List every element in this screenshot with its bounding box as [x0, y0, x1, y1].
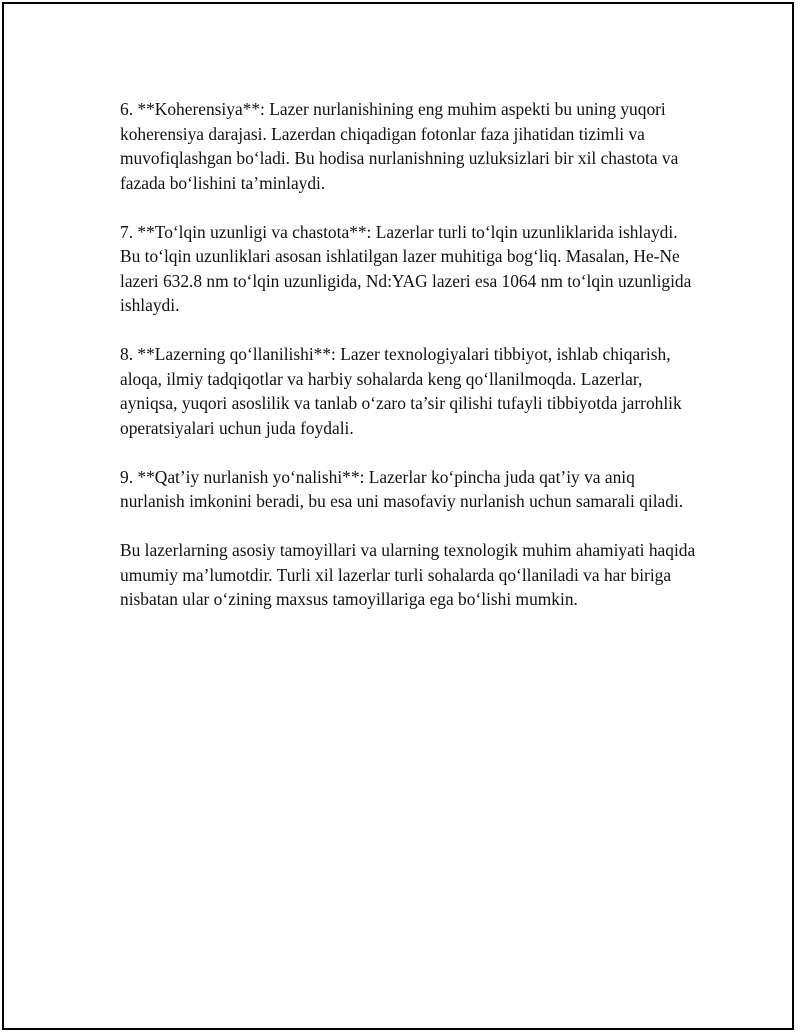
document-page: [2, 2, 794, 1030]
paragraph-wavelength: 7. **To‘lqin uzunligi va chastota**: Lazerlar turli to‘lqin uzunliklarida ishlaydi. Bu to‘lqin uzunliklari asosan ishlatilgan lazer muhitiga bog‘liq. Masalan, He-Ne lazeri 632.8 nm to‘lqin uzunligida, Nd:YAG lazeri esa 1064 nm to‘lqin uzunligida ishlaydi.: [120, 221, 692, 315]
paragraph-applications: 8. **Lazerning qo‘llanilishi**: Lazer texnologiyalari tibbiyot, ishlab chiqarish, aloqa, ilmiy tadqiqotlar va harbiy sohalarda keng qo‘llanilmoqda. Lazerlar, ayniqsa, yuqori asoslilik va tanlab o‘zaro ta’sir qilishi tufayli tibbiyotda jarrohlik operatsiyalari uchun juda foydali.: [120, 344, 682, 438]
paragraph-coherence: 6. **Koherensiya**: Lazer nurlanishining eng muhim aspekti bu uning yuqori koherensiya darajasi. Lazerdan chiqadigan fotonlar faza jihatidan tizimli va muvofiqlashgan bo‘ladi. Bu hodisa nurlanishning uzluksizlari bir xil chastota va fazada bo‘lishini ta’minlaydi.: [120, 99, 679, 193]
paragraph-directionality: 9. **Qat’iy nurlanish yo‘nalishi**: Lazerlar ko‘pincha juda qat’iy va aniq nurlanish imkonini beradi, bu esa uni masofaviy nurlanish uchun samarali qiladi.: [120, 466, 684, 511]
document-body: [120, 97, 700, 636]
paragraph-summary: Bu lazerlarning asosiy tamoyillari va ularning texnologik muhim ahamiyati haqida umumiy ma’lumotdir. Turli xil lazerlar turli sohalarda qo‘llaniladi va har biriga nisbatan ular o‘zining maxsus tamoyillariga ega bo‘lishi mumkin.: [120, 540, 696, 609]
